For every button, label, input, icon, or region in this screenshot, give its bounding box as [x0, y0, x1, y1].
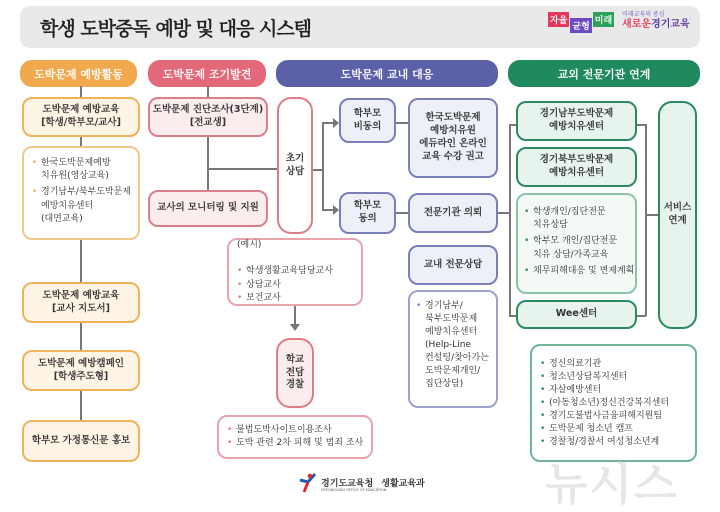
specialist-referral-box: 전문기관 의뢰	[408, 193, 498, 233]
list-item: • 상담교사	[237, 279, 333, 292]
footer-org-en: GYEONGGIDO OFFICE OF EDUCATION	[321, 488, 387, 493]
list-item: • 자살예방센터	[540, 384, 669, 396]
footer-org: 경기도교육청	[321, 479, 374, 490]
newsletter-box: 학부모 가정통신문 홍보	[22, 420, 140, 462]
parent-no-consent-box: 학부모 비동의	[339, 98, 396, 143]
bracket-line	[645, 214, 658, 216]
list-item: • 도박 관련 2차 피해 및 범죄 조사	[227, 437, 363, 450]
list-item: • 학생생활교육담당교사	[237, 265, 333, 278]
bracket-line	[645, 124, 647, 316]
list-item: • 경기남부/ 북부도박문제 예방치유센터 (Help-Line 컨설팅/찾아가는 도박문제개인/ 집단상담)	[416, 300, 489, 391]
list-item: • 도박문제 청소년 캠프	[540, 423, 669, 435]
list-item: • 보건교사	[237, 292, 333, 305]
wee-center-box: Wee센터	[516, 300, 637, 329]
watermark: 뉴시스	[545, 459, 679, 510]
in-school-detail-box	[408, 290, 498, 408]
prevention-education-detail-box	[22, 146, 140, 240]
list-item: • 경기남부/북부도박문제 예방치유센터 (대면교육)	[32, 186, 131, 225]
list-item: • 불법도박사이트이용조사	[227, 424, 363, 437]
column-header-external: 교외 전문기관 연계	[508, 60, 700, 87]
online-education-box: 한국도박문제 예방치유원 에듀라인 온라인 교육 수강 권고	[408, 98, 498, 178]
connector-line	[395, 212, 408, 214]
list-item: • 채무피해대응 및 변제계획	[524, 265, 634, 278]
column-header-prevention: 도박문제 예방활동	[20, 60, 137, 87]
bracket-line	[509, 124, 516, 126]
logo-chip: 미래	[593, 12, 614, 27]
bracket-line	[637, 124, 646, 126]
logo-brand: 경기교육	[651, 18, 690, 30]
bracket-line	[637, 315, 646, 317]
connector-line	[207, 168, 277, 170]
bracket-line	[509, 315, 516, 317]
other-institutions-box	[530, 344, 697, 462]
page-title: 학생 도박중독 예방 및 대응 시스템	[40, 18, 312, 40]
gyeonggi-education-logo	[548, 12, 693, 40]
column-header-response: 도박문제 교내 대응	[276, 60, 498, 87]
logo-chip: 자율	[548, 12, 569, 27]
diagnosis-survey-box: 도박문제 진단조사(3단계) [전교생]	[148, 97, 268, 137]
prevention-education-box: 도박문제 예방교육 [학생/학부모/교사]	[22, 97, 140, 137]
list-item: • 한국도박문제예방 치유원(영상교육)	[32, 157, 131, 183]
list-item: • 경찰청/경찰서 여성청소년계	[540, 436, 669, 448]
connector-line	[395, 122, 408, 124]
example-label: (예시)	[237, 240, 262, 251]
connector-line	[498, 212, 509, 214]
list-item: • 정신의료기관	[540, 358, 669, 370]
list-item: • 청소년상담복지센터	[540, 371, 669, 383]
logo-tagline: 미래교육의 중심	[622, 11, 665, 18]
parent-consent-box: 학부모 동의	[339, 192, 396, 234]
gyeonggi-office-emblem-icon	[298, 472, 318, 494]
bracket-line	[509, 124, 511, 316]
arrow-down-icon	[290, 324, 300, 331]
school-police-box: 학교 전담 경찰	[276, 338, 314, 408]
teacher-guide-box: 도박문제 예방교육 [교사 지도서]	[22, 282, 140, 323]
in-school-counseling-box: 교내 전문상담	[408, 245, 498, 285]
column-header-detection: 도박문제 조기발견	[148, 60, 266, 87]
list-item: • 학생개인/집단전문 치유상담	[524, 206, 634, 232]
list-item: • 경기도불법사금융피해지원팀	[540, 410, 669, 422]
connector-line	[322, 122, 324, 210]
campaign-box: 도박문제 예방캠페인 [학생주도형]	[22, 350, 140, 391]
south-center-box: 경기남부도박문제 예방치유센터	[516, 101, 637, 141]
logo-chip: 균형	[570, 18, 591, 33]
footer-logo	[298, 472, 425, 494]
north-center-box: 경기북부도박문제 예방치유센터	[516, 147, 637, 187]
footer-dept: 생활교육과	[381, 479, 425, 490]
logo-brand-red: 새로운	[622, 18, 652, 30]
center-services-box	[516, 193, 637, 294]
list-item: • (아동청소년)정신건강복지센터	[540, 397, 669, 409]
service-link-box: 서비스 연계	[658, 101, 697, 329]
teacher-monitoring-box: 교사의 모니터링 및 지원	[148, 190, 268, 227]
example-staff-box	[227, 238, 363, 306]
list-item: • 학부모 개인/집단전문 치유 상담/가족교육	[524, 235, 634, 261]
initial-counseling-box: 초기 상담	[277, 97, 313, 234]
police-tasks-box	[217, 415, 373, 459]
